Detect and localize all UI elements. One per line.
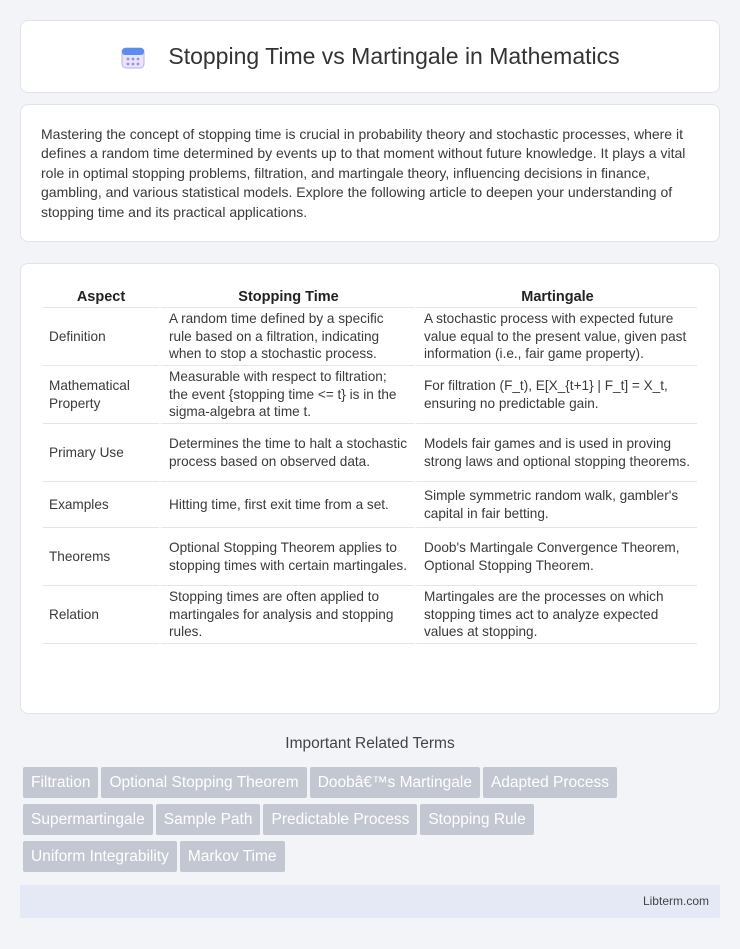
related-term-tag[interactable]: Stopping Rule xyxy=(420,804,533,835)
related-term-tag[interactable]: Filtration xyxy=(23,767,98,798)
cell-martingale: A stochastic process with expected future value equal to the present value, given past information (i.e., fair game property). xyxy=(414,308,697,366)
comparison-table xyxy=(43,284,697,644)
header-aspect: Aspect xyxy=(43,284,159,308)
footer-site-link[interactable]: Libterm.com xyxy=(642,894,709,908)
cell-stopping-time: Measurable with respect to filtration; the event {stopping time <= t} is in the sigma-algebra at time t. xyxy=(159,366,414,424)
related-term-tag[interactable]: Doobâ€™s Martingale xyxy=(310,767,480,798)
header-martingale: Martingale xyxy=(414,284,697,308)
table-row xyxy=(43,528,697,586)
table-row xyxy=(43,366,697,424)
cell-martingale: Doob's Martingale Convergence Theorem, Optional Stopping Theorem. xyxy=(414,528,697,586)
table-row xyxy=(43,482,697,528)
related-term-tag[interactable]: Supermartingale xyxy=(23,804,153,835)
related-term-tag[interactable]: Markov Time xyxy=(180,841,285,872)
related-terms-list xyxy=(23,767,723,878)
related-term-tag[interactable]: Optional Stopping Theorem xyxy=(101,767,306,798)
related-term-tag[interactable]: Sample Path xyxy=(156,804,261,835)
cell-martingale: Models fair games and is used in proving strong laws and optional stopping theorems. xyxy=(414,424,697,482)
intro-paragraph: Mastering the concept of stopping time is crucial in probability theory and stochastic processes, where it defines a random time determined by events up to that moment without future knowledge. It plays a vital role in optimal stopping problems, filtration, and martingale theory, influencing decisions in finance, gambling, and various statistical models. Explore the following article to deepen your understanding of stopping time and its practical applications. xyxy=(41,126,686,220)
table-row xyxy=(43,424,697,482)
cell-aspect: Relation xyxy=(43,586,159,644)
related-term-tag[interactable]: Uniform Integrability xyxy=(23,841,177,872)
cell-aspect: Primary Use xyxy=(43,424,159,482)
title-card xyxy=(20,20,720,93)
calendar-icon xyxy=(120,44,146,70)
cell-aspect: Mathematical Property xyxy=(43,366,159,424)
intro-card xyxy=(20,104,720,242)
table-row xyxy=(43,586,697,644)
cell-aspect: Examples xyxy=(43,482,159,528)
related-terms-title: Important Related Terms xyxy=(285,735,455,752)
cell-martingale: For filtration (F_t), E[X_{t+1} | F_t] = X_t, ensuring no predictable gain. xyxy=(414,366,697,424)
cell-stopping-time: Hitting time, first exit time from a set. xyxy=(159,482,414,528)
comparison-card xyxy=(20,263,720,714)
cell-stopping-time: Stopping times are often applied to martingales for analysis and stopping rules. xyxy=(159,586,414,644)
footer xyxy=(20,885,720,918)
cell-aspect: Definition xyxy=(43,308,159,366)
cell-aspect: Theorems xyxy=(43,528,159,586)
cell-martingale: Martingales are the processes on which stopping times act to analyze expected values at stopping. xyxy=(414,586,697,644)
cell-martingale: Simple symmetric random walk, gambler's capital in fair betting. xyxy=(414,482,697,528)
table-row xyxy=(43,308,697,366)
related-term-tag[interactable]: Predictable Process xyxy=(263,804,417,835)
cell-stopping-time: Optional Stopping Theorem applies to stopping times with certain martingales. xyxy=(159,528,414,586)
page-title: Stopping Time vs Martingale in Mathematics xyxy=(168,43,620,69)
cell-stopping-time: Determines the time to halt a stochastic process based on observed data. xyxy=(159,424,414,482)
cell-stopping-time: A random time defined by a specific rule based on a filtration, indicating when to stop a stochastic process. xyxy=(159,308,414,366)
header-stopping-time: Stopping Time xyxy=(159,284,414,308)
related-term-tag[interactable]: Adapted Process xyxy=(483,767,617,798)
